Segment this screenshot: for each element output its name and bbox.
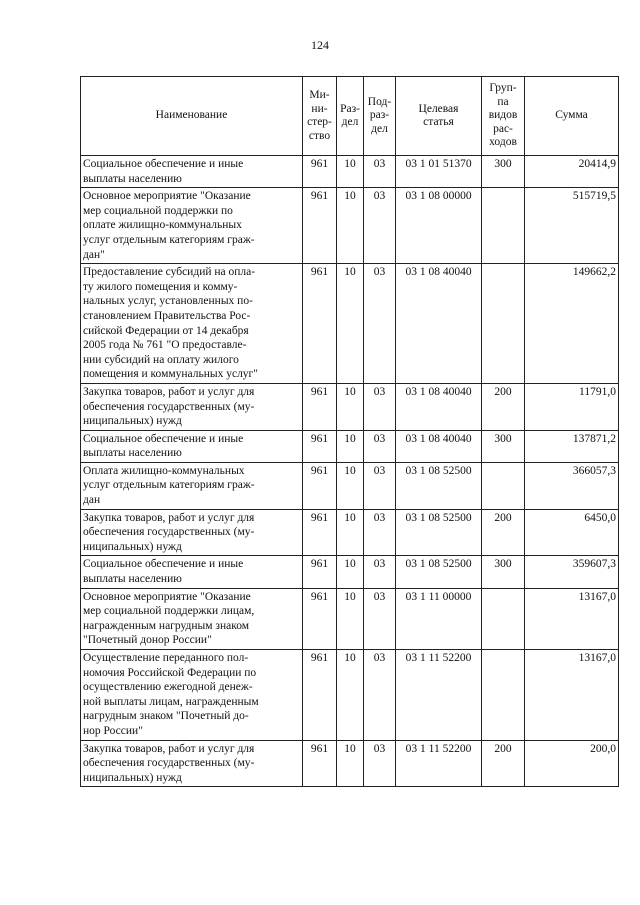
- cell-ministry: 961: [303, 556, 337, 588]
- cell-target: 03 1 08 52500: [396, 462, 482, 509]
- cell-subsection: 03: [364, 740, 396, 787]
- table-row: [81, 188, 619, 264]
- table-row: [81, 650, 619, 741]
- cell-name: Основное мероприятие "Оказание мер социальной поддержки лицам, награжденным нагрудным знаком "Почетный донор России": [81, 588, 303, 649]
- cell-target: 03 1 08 40040: [396, 264, 482, 384]
- cell-expense-group: 200: [482, 383, 525, 430]
- table-header-row: [81, 77, 619, 156]
- cell-section: 10: [337, 509, 364, 556]
- header-expense-group: Груп- па видов рас- ходов: [482, 77, 525, 156]
- cell-subsection: 03: [364, 383, 396, 430]
- cell-name: Предоставление субсидий на опла- ту жилого помещения и комму- нальных услуг, установленных по- становлением Правительства Рос- сийской Федерации от 14 декабря 2005 года № 761 "О предоставле- нии субсидий на оплату жилого помещения и коммунальных услуг": [81, 264, 303, 384]
- cell-subsection: 03: [364, 264, 396, 384]
- cell-ministry: 961: [303, 430, 337, 462]
- cell-section: 10: [337, 430, 364, 462]
- cell-expense-group: 200: [482, 509, 525, 556]
- cell-target: 03 1 08 52500: [396, 509, 482, 556]
- cell-expense-group: 300: [482, 556, 525, 588]
- header-section: Раз- дел: [337, 77, 364, 156]
- header-target: Целевая статья: [396, 77, 482, 156]
- table-row: [81, 588, 619, 649]
- table-row: [81, 509, 619, 556]
- cell-amount: 515719,5: [525, 188, 619, 264]
- cell-subsection: 03: [364, 156, 396, 188]
- cell-target: 03 1 11 52200: [396, 650, 482, 741]
- cell-target: 03 1 08 52500: [396, 556, 482, 588]
- cell-subsection: 03: [364, 188, 396, 264]
- cell-amount: 200,0: [525, 740, 619, 787]
- cell-name: Социальное обеспечение и иные выплаты населению: [81, 430, 303, 462]
- cell-amount: 359607,3: [525, 556, 619, 588]
- cell-expense-group: 300: [482, 430, 525, 462]
- cell-name: Закупка товаров, работ и услуг для обеспечения государственных (му- ниципальных) нужд: [81, 383, 303, 430]
- cell-amount: 149662,2: [525, 264, 619, 384]
- cell-expense-group: 200: [482, 740, 525, 787]
- cell-name: Социальное обеспечение и иные выплаты населению: [81, 556, 303, 588]
- cell-section: 10: [337, 188, 364, 264]
- cell-name: Оплата жилищно-коммунальных услуг отдельным категориям граж- дан: [81, 462, 303, 509]
- cell-target: 03 1 11 00000: [396, 588, 482, 649]
- cell-ministry: 961: [303, 383, 337, 430]
- cell-amount: 13167,0: [525, 650, 619, 741]
- header-ministry: Ми- ни- стер- ство: [303, 77, 337, 156]
- header-subsection: Под- раз- дел: [364, 77, 396, 156]
- cell-subsection: 03: [364, 430, 396, 462]
- cell-section: 10: [337, 462, 364, 509]
- cell-name: Основное мероприятие "Оказание мер социальной поддержки по оплате жилищно-коммунальных услуг отдельным категориям граж- дан": [81, 188, 303, 264]
- cell-ministry: 961: [303, 188, 337, 264]
- table-row: [81, 264, 619, 384]
- cell-section: 10: [337, 588, 364, 649]
- cell-ministry: 961: [303, 650, 337, 741]
- cell-expense-group: [482, 264, 525, 384]
- cell-section: 10: [337, 264, 364, 384]
- cell-section: 10: [337, 556, 364, 588]
- table-row: [81, 556, 619, 588]
- cell-ministry: 961: [303, 264, 337, 384]
- table-row: [81, 462, 619, 509]
- cell-amount: 20414,9: [525, 156, 619, 188]
- table-row: [81, 383, 619, 430]
- cell-name: Закупка товаров, работ и услуг для обеспечения государственных (му- ниципальных) нужд: [81, 740, 303, 787]
- page-number: 124: [311, 38, 329, 52]
- cell-subsection: 03: [364, 556, 396, 588]
- cell-amount: 13167,0: [525, 588, 619, 649]
- cell-ministry: 961: [303, 462, 337, 509]
- table-row: [81, 430, 619, 462]
- cell-subsection: 03: [364, 588, 396, 649]
- cell-target: 03 1 11 52200: [396, 740, 482, 787]
- table-row: [81, 740, 619, 787]
- header-name: Наименование: [81, 77, 303, 156]
- cell-expense-group: [482, 462, 525, 509]
- cell-name: Социальное обеспечение и иные выплаты населению: [81, 156, 303, 188]
- cell-section: 10: [337, 740, 364, 787]
- cell-target: 03 1 08 00000: [396, 188, 482, 264]
- cell-target: 03 1 08 40040: [396, 383, 482, 430]
- cell-subsection: 03: [364, 650, 396, 741]
- cell-expense-group: [482, 188, 525, 264]
- cell-subsection: 03: [364, 509, 396, 556]
- budget-table: [80, 76, 619, 787]
- table-row: [81, 156, 619, 188]
- cell-name: Осуществление переданного пол- номочия Российской Федерации по осуществлению ежегодной денеж- ной выплаты лицам, награжденным нагрудным знаком "Почетный до- нор России": [81, 650, 303, 741]
- cell-ministry: 961: [303, 509, 337, 556]
- cell-section: 10: [337, 650, 364, 741]
- cell-amount: 11791,0: [525, 383, 619, 430]
- cell-expense-group: 300: [482, 156, 525, 188]
- cell-expense-group: [482, 588, 525, 649]
- cell-target: 03 1 01 51370: [396, 156, 482, 188]
- cell-subsection: 03: [364, 462, 396, 509]
- cell-name: Закупка товаров, работ и услуг для обеспечения государственных (му- ниципальных) нужд: [81, 509, 303, 556]
- header-amount: Сумма: [525, 77, 619, 156]
- cell-amount: 366057,3: [525, 462, 619, 509]
- cell-ministry: 961: [303, 156, 337, 188]
- cell-target: 03 1 08 40040: [396, 430, 482, 462]
- cell-amount: 6450,0: [525, 509, 619, 556]
- cell-section: 10: [337, 383, 364, 430]
- cell-expense-group: [482, 650, 525, 741]
- cell-section: 10: [337, 156, 364, 188]
- cell-ministry: 961: [303, 588, 337, 649]
- cell-amount: 137871,2: [525, 430, 619, 462]
- cell-ministry: 961: [303, 740, 337, 787]
